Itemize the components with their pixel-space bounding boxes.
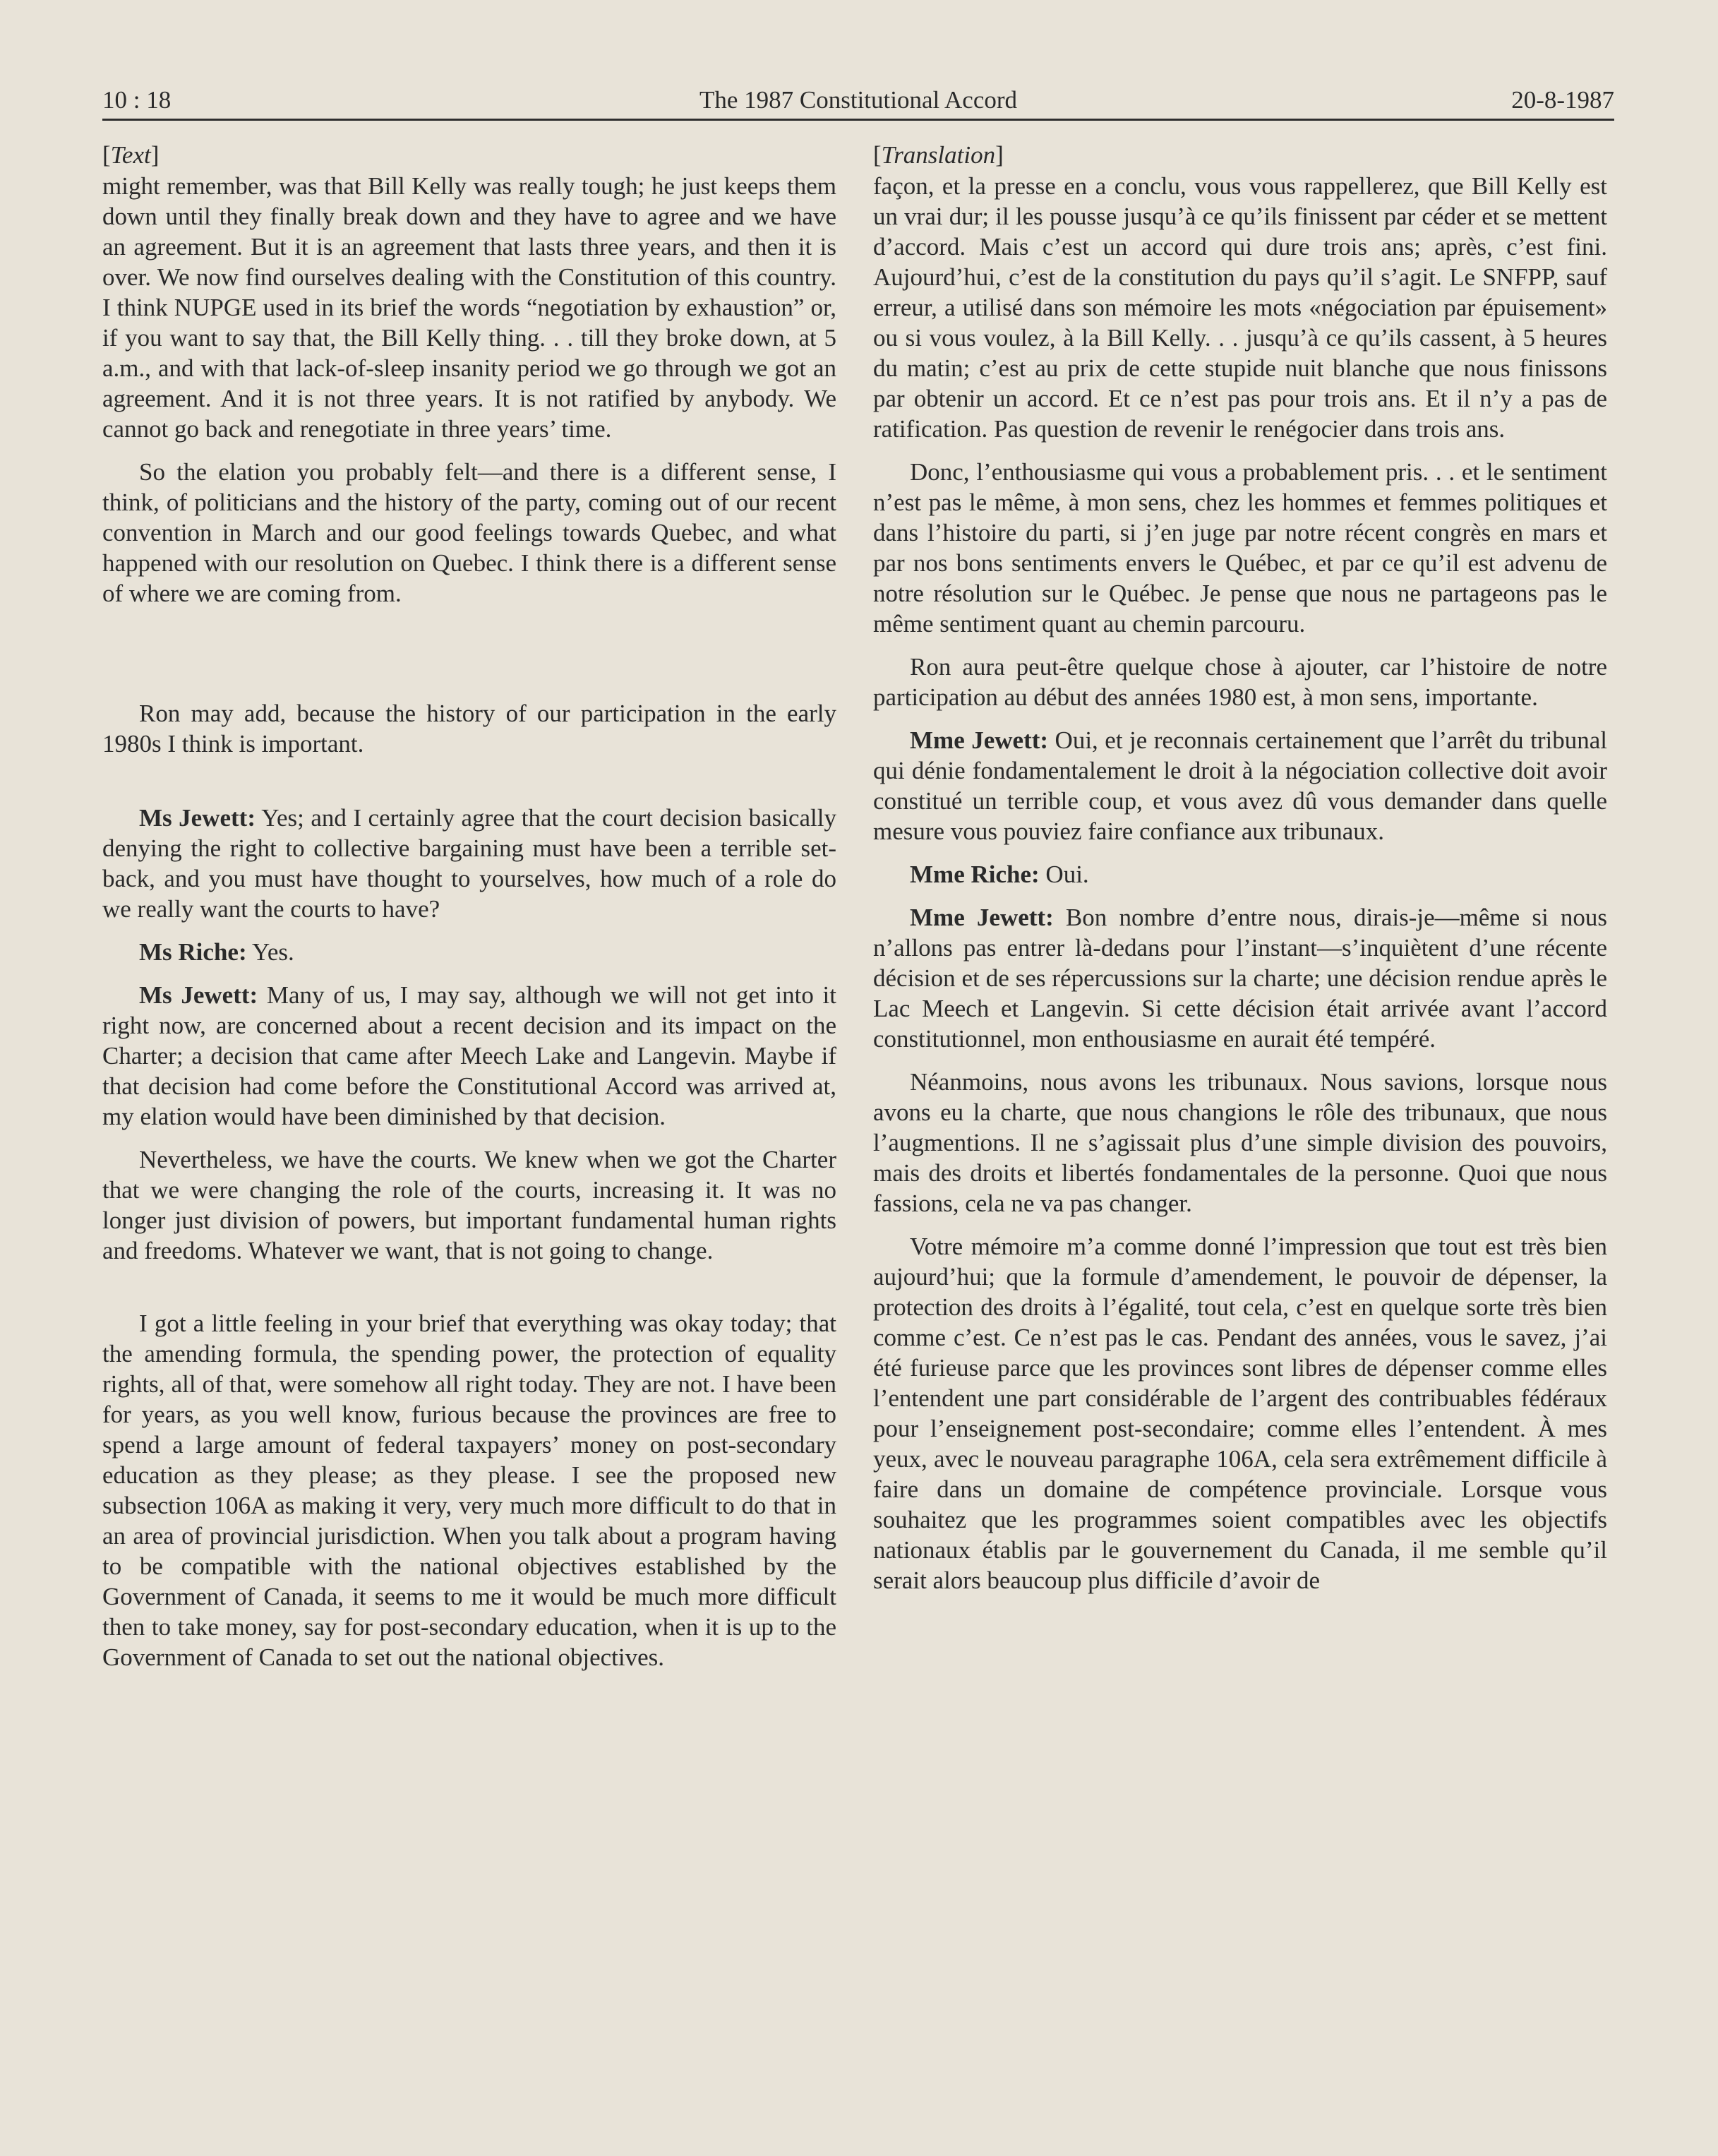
speaker-paragraph: Mme Jewett: Bon nombre d’entre nous, dirais-je—même si nous n’allons pas entrer là-dedans pour l’instant—s’inquiètent d’une récente décision et de ses répercussions sur la charte; une décision rendue après le Lac Meech et Langevin. Si cette décision était arrivée avant l’accord constitutionnel, mon enthousiasme en aurait été tempéré.: [873, 904, 1607, 1053]
paragraph: So the elation you probably felt—and there is a different sense, I think, of politicians and the history of the party, coming out of our recent convention in March and our good feelings towards Quebec, and what happened with our resolution on Quebec. I think there is a different sense of where we are coming from.: [102, 458, 836, 607]
speaker-paragraph: Mme Riche: Oui.: [910, 861, 1089, 888]
text-column-english: [102, 140, 836, 1672]
speaker-name: Ms Riche:: [139, 938, 247, 966]
paragraph: Ron aura peut-être quelque chose à ajouter, car l’histoire de notre participation au début des années 1980 est, à mon sens, importante.: [873, 653, 1607, 711]
paragraph: Nevertheless, we have the courts. We knew when we got the Charter that we were changing the role of the courts, increasing it. It was no longer just division of powers, but important fundamental human rights and freedoms. Whatever we want, that is not going to change.: [102, 1146, 836, 1264]
paragraph: might remember, was that Bill Kelly was really tough; he just keeps them down until they finally break down and they have to agree and we have an agreement. But it is an agreement that lasts three years, and then it is over. We now find ourselves dealing with the Constitution of this country. I think NUPGE used in its brief the words “negotiation by exhaustion” or, if you want to say that, the Bill Kelly thing. . . till they broke down, at 5 a.m., and with that lack-of-sleep insanity period we go through we got an agreement. And it is not three years. It is not ratified by anybody. We cannot go back and renegotiate in three years’ time.: [102, 172, 836, 443]
speaker-name: Mme Jewett:: [910, 904, 1054, 931]
page-header: [102, 83, 1614, 121]
paragraph: façon, et la presse en a conclu, vous vous rappellerez, que Bill Kelly est un vrai dur; il les pousse jusqu’à ce qu’ils finissent par céder et se mettent d’accord. Mais c’est un accord qui dure trois ans; après, c’est fini. Aujourd’hui, c’est de la constitution du pays qu’il s’agit. Le SNFPP, sauf erreur, a utilisé dans son mémoire les mots «négociation par épuisement» ou si vous voulez, à la Bill Kelly. . . jusqu’à ce qu’ils cassent, à 5 heures du matin; c’est au prix de cette stupide nuit blanche que nous finissons par obtenir un accord. Et ce n’est pas pour trois ans. Et il n’y a pas de ratification. Pas question de revenir le renégocier dans trois ans.: [873, 172, 1607, 443]
paragraph: Donc, l’enthousiasme qui vous a probablement pris. . . et le sentiment n’est pas le même, à mon sens, chez les hommes et femmes politiques et dans l’histoire du parti, si j’en juge par notre récent congrès en mars et par nos bons sentiments envers le Québec, et par ce qu’il est advenu de notre résolution sur le Québec. Je pense que nous ne partageons pas le même sentiment quant au chemin parcouru.: [873, 458, 1607, 637]
speaker-name: Mme Riche:: [910, 861, 1040, 888]
speaker-name: Ms Jewett:: [139, 804, 256, 832]
paragraph: Ron may add, because the history of our participation in the early 1980s I think is important.: [102, 700, 836, 757]
speaker-paragraph: Mme Jewett: Oui, et je reconnais certainement que l’arrêt du tribunal qui dénie fondamentalement le droit à la négociation collective doit avoir constitué un terrible coup, et vous avez dû vous demander dans quelle mesure vous pouviez faire confiance aux tribunaux.: [873, 726, 1607, 845]
speaker-paragraph: Ms Jewett: Many of us, I may say, although we will not get into it right now, are concerned about a recent decision and its impact on the Charter; a decision that came after Meech Lake and Langevin. Maybe if that decision had come before the Constitutional Accord was arrived at, my elation would have been diminished by that decision.: [102, 981, 837, 1130]
speaker-name: Ms Jewett:: [139, 981, 258, 1009]
speaker-paragraph: Ms Jewett: Yes; and I certainly agree that the court decision basically denying the right to collective bargaining must have been a terrible set-back, and you must have thought to yourselves, how much of a role do we really want the courts to have?: [102, 804, 836, 923]
paragraph: Néanmoins, nous avons les tribunaux. Nous savions, lorsque nous avons eu la charte, que nous changions le rôle des tribunaux, que nous l’augmentions. Il ne s’agissait plus d’une simple division des pouvoirs, mais des droits et libertés fondamentales de la personne. Quoi que nous fassions, cela ne va pas changer.: [873, 1068, 1607, 1217]
speaker-paragraph: Ms Riche: Yes.: [139, 938, 294, 966]
paragraph: I got a little feeling in your brief that everything was okay today; that the amending formula, the spending power, the protection of equality rights, all of that, were somehow all right today. They are not. I have been for years, as you well know, furious because the provinces are free to spend a large amount of federal taxpayers’ money on post-secondary education as they please; as they please. I see the proposed new subsection 106A as making it very, very much more difficult to do that in an area of provincial jurisdiction. When you talk about a program having to be compatible with the national objectives established by the Government of Canada, it seems to me it would be much more difficult then to take money, say for post-secondary education, when it is up to the Government of Canada to set out the national objectives.: [102, 1310, 836, 1671]
paragraph: Votre mémoire m’a comme donné l’impression que tout est très bien aujourd’hui; que la formule d’amendement, le pouvoir de dépenser, la protection des droits à l’égalité, tout cela, c’est en quelque sorte très bien comme c’est. Ce n’est pas le cas. Pendant des années, vous le savez, j’ai été furieuse parce que les provinces sont libres de dépenser comme elles l’entendent une part considérable de l’argent des contribuables fédéraux pour l’enseignement post-secondaire; comme elles l’entendent. À mes yeux, avec le nouveau paragraphe 106A, cela sera extrêmement difficile à faire dans un domaine de compétence provinciale. Lorsque vous souhaitez que les programmes soient compatibles avec les objectifs nationaux établis par le gouvernement du Canada, il me semble qu’il serait alors beaucoup plus difficile d’avoir de: [873, 1233, 1607, 1594]
page-reference: 10 : 18: [102, 86, 172, 114]
header-date: 20-8-1987: [1511, 86, 1614, 114]
speaker-name: Mme Jewett:: [910, 726, 1049, 754]
column-label-translation: [Translation]: [873, 141, 1004, 169]
document-title: The 1987 Constitutional Accord: [699, 86, 1018, 114]
text-column-french: [873, 140, 1607, 1595]
column-label-text: [Text]: [102, 141, 160, 169]
